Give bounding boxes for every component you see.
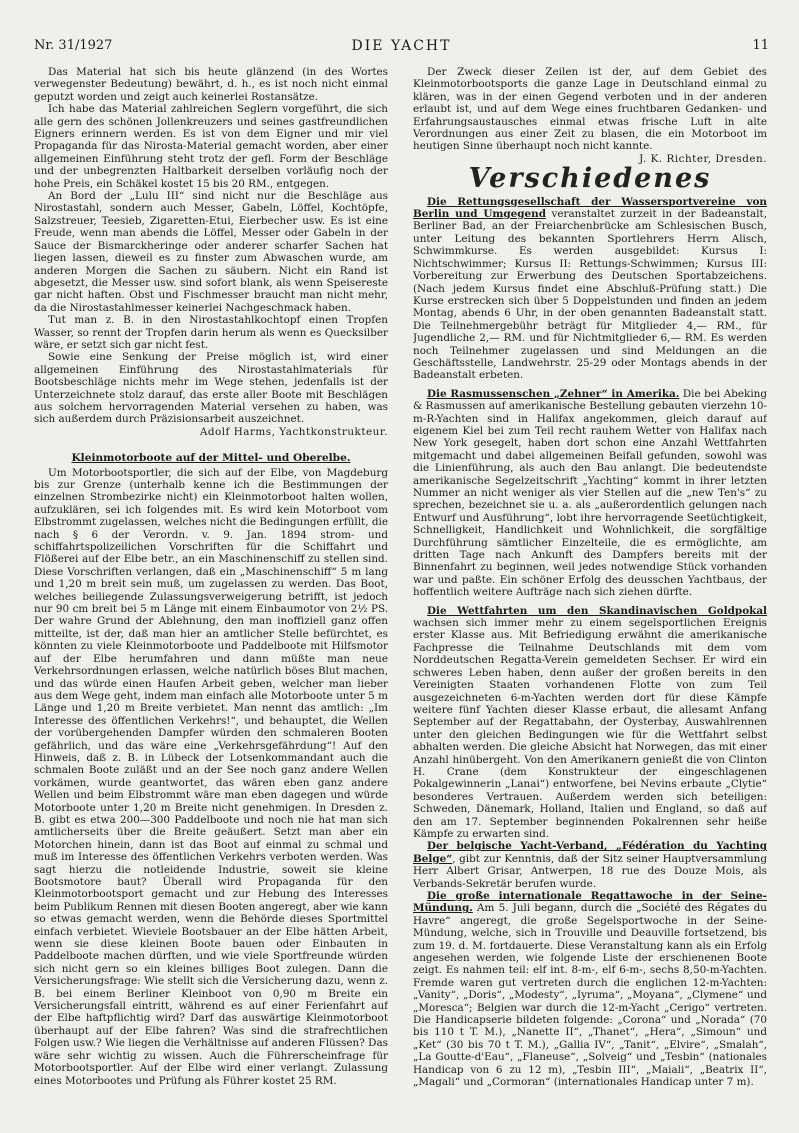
news-lead: Der belgische Yacht-Verband, „Fédération du Yachting Belge“ [413,840,767,865]
news-lead: Die Wettfahrten um den Skandinavischen Goldpokal [427,604,767,617]
news-lead: Die Rasmussenschen „Zehner“ in Amerika. [427,387,680,400]
left-column [34,66,388,1106]
news-item [413,890,767,1089]
page-header [34,36,769,56]
news-item [413,196,767,382]
paragraph: Ich habe das Material zahlreichen Seglern vorgeführt, die sich alle gern des schönen Jollenkreuzers und seines gastfreundlichen Eigners erinnern werden. Es ist von dem Eigner und mir viel Propaganda für das Nirosta-Material gemacht worden, aber einer allgemeinen Einführung steht trotz der gefl. Form der Beschläge und der unbegrenzten Haltbarkeit derselben vorläufig noch der hohe Preis, ein Schäkel kostet 15 bis 20 RM., entgegen. [34,103,388,190]
right-column [413,66,767,1106]
news-item [413,388,767,599]
issue-number: Nr. 31/1927 [34,38,113,53]
author-signature: Adolf Harms, Yachtkonstrukteur. [199,425,388,438]
paragraph: Der Zweck dieser Zeilen ist der, auf dem Gebiet des Kleinmotorbootsports die ganze Lage in Deutschland einmal zu klären, was in der einen Gegend verboten und in der anderen erlaubt ist, und auf dem Wege eines fruchtbaren Gedanken- und Erfahrungsaustausches einmal etwas frische Luft in alte Verordnungen aus einer Zeit zu blasen, die ein Motorboot im heutigen Sinne überhaupt noch nicht kannte. [413,66,767,153]
news-item [413,840,767,890]
news-body: veranstaltet zurzeit in der Badeanstalt, Berliner Bad, an der Freiarchenbrücke am Schlesischen Busch, unter Leitung des bekannten Sportlehrers Herrn Alisch, Schwimmkurse. Es werden ausgebildet: Kursus I: Nichtschwimmer; Kursus II: Rettungs-Schwimmen; Kursus III: Vorbereitung zur Erwerbung des Deutschen Sportabzeichens. (Nach jedem Kursus findet eine Abschluß-Prüfung statt.) Die Kurse erstrecken sich über 5 Doppelstunden und finden an jedem Montag, abends 6 Uhr, in der oben genannten Badeanstalt statt. Die Teilnehmergebühr beträgt für Mitglieder 4,— RM., für Jugendliche 2,— RM. und für Nichtmitglieder 6,— RM. Es werden noch Teilnehmer zugelassen und sind Meldungen an die Geschäftsstelle, Landwehrstr. 25-29 oder Montags abends in der Badeanstalt erbeten. [413,208,767,382]
paragraph: Das Material hat sich bis heute glänzend (in des Wortes verwegenster Bedeutung) bewährt, d. h., es ist noch nicht einmal geputzt worden und zeigt auch keinerlei Rostansätze. [34,66,388,103]
paragraph: An Bord der „Lulu III“ sind nicht nur die Beschläge aus Nirostastahl, sondern auch Messer, Gabeln, Löffel, Kochtöpfe, Salzstreuer, Teesieb, Zigaretten-Etui, Eierbecher usw. Es ist eine Freude, wenn man abends die Löffel, Messer oder Gabeln in der Sauce der Bismarckheringe oder anderer scharfer Sachen hat liegen lassen, dieweil es zu finster zum Abwaschen wurde, am anderen Morgen die Sachen zu säubern. Nicht ein Rand ist abgesetzt, die Messer usw. sind sofort blank, als wenn Speisereste gar nicht haften. Obst und Fischmesser braucht man nicht mehr, da die Nirostastahlmesser keinerlei Nachgeschmack haben. [34,190,388,314]
news-body: , gibt zur Kenntnis, daß der Sitz seiner Hauptversammlung Herr Albert Grisar, Antwerpen, 18 rue des Douze Mois, als Verbands-Sekretär berufen wurde. [413,852,767,890]
page-number: 11 [752,38,769,53]
news-body: wachsen sich immer mehr zu einem segelsportlichen Ereignis erster Klasse aus. Mit Befriedigung erwähnt die amerikanische Fachpresse die Teilnahme Deutschlands mit dem vom Norddeutschen Regatta-Verein gemeldeten Sechser. Er wird ein schweres Leben haben, denn außer der großen bereits in den Vereinigten Staaten vorhandenen Flotte von zum Teil ausgezeichneten 6-m-Yachten werden dort für diese Kämpfe weitere fünf Yachten dieser Klasse erbaut, die allesamt Anfang September auf der Regattabahn, der Oysterbay, Auswahlrennen unter den gleichen Bedingungen wie für die Wettfahrt selbst abhalten werden. Die gleiche Absicht hat Norwegen, das mit einer Anzahl hinübergeht. Von den Amerikanern genießt die von Clinton H. Crane (dem Konstrukteur der eingeschlagenen Pokalgewinnerin „Lanai“) entworfene, bei Nevins erbaute „Clytie“ besonderes Vertrauen. Außerdem werden sich beteiligen: Schweden, Dänemark, Holland, Italien und England, so daß auf den am 17. September beginnenden Pokalrennen sehr heiße Kämpfe zu erwarten sind. [413,617,767,840]
article-heading: Kleinmotorboote auf der Mittel- und Oberelbe. [71,452,351,465]
news-body: Am 5. Juli begann, durch die „Société des Régates du Havre“ angeregt, die große Segelsportwoche in der Seine-Mündung, welche, sich in Trouville und Deauville fortsetzend, bis zum 19. d. M. fortdauerte. Diese Veranstaltung kann als ein Erfolg angesehen werden, wie folgende Liste der erschienenen Boote zeigt. Es nahmen teil: elf int. 8-m-, elf 6-m-, sechs 8,50-m-Yachten. Fremde waren gut vertreten durch die englichen 12-m-Yachten: „Vanity“, „Doris“, „Modesty“, „Iyruma“, „Moyana“, „Clymene“ und „Moresca“; Belgien war durch die 12-m-Yacht „Cerigo“ vertreten. Die Handicapserie bildeten folgende: „Corona“ und „Norada“ (70 bis 110 t T. M.), „Nanette II“, „Thanet“, „Hera“, „Simoun“ und „Ket“ (30 bis 70 t T. M.), „Gallia IV“, „Tanit“, „Elvire“, „Smalah“, „La Goutte-d'Eau“, „Flaneuse“, „Solveig“ und „Tesbin“ (nationales Handicap von 6 zu 12 m), „Tesbin III“, „Maiali“, „Beatrix II“, „Magali“ und „Cormoran“ (internationales Handicap unter 7 m). [413,902,767,1089]
news-lead: Die große internationale Regattawoche in der Seine-Mündung. [413,890,767,915]
paragraph: Sowie eine Senkung der Preise möglich ist, wird einer allgemeinen Einführung des Nirostastahlmaterials für Bootsbeschläge nichts mehr im Wege stehen, jedenfalls ist der Unterzeichnete stolz darauf, das erste aller Boote mit Beschlägen aus solchem hervorragenden Material versehen zu haben, was sich außerdem durch Präzisionsarbeit auszeichnet. [34,351,388,426]
section-title: Verschiedenes [468,163,712,195]
paragraph: Um Motorbootsportler, die sich auf der Elbe, von Magdeburg bis zur Grenze (unterhalb kenne ich die Bestimmungen der einzelnen Strombezirke nicht) ein Kleinmotorboot halten wollen, aufzuklären, sei ich folgendes mit. Es wird kein Motorboot vom Elbstrommt zugelassen, welches nicht die Bedingungen erfüllt, die nach § 6 der Verordn. v. 9. Jan. 1894 strom- und schiffahrtspolizeilichen Vorschriften für die Schiffahrt und Flößerei auf der Elbe betr., an ein Maschinenschiff zu stellen sind. Diese Vorschriften verlangen, daß ein „Maschinenschiff“ 5 m lang und 1,20 m breit sein muß, um zugelassen zu werden. Das Boot, welches beiliegende Zulassungsverweigerung betrifft, ist jedoch nur 90 cm breit bei 5 m Länge mit einem Einbaumotor von 2½ PS. Der wahre Grund der Ablehnung, den man inoffiziell ganz offen mitteilte, ist der, daß man hier an amtlicher Stelle befürchtet, es könnten zu viele Kleinmotorboote und Paddelboote mit Hilfsmotor auf der Elbe herumfahren und dann müßte man neue Verkehrsordnungen erlassen, welche natürlich böses Blut machen, und das würde einen Haufen Arbeit geben, welcher man lieber aus dem Wege geht, indem man einfach alle Motorboote unter 5 m Länge und 1,20 m Breite verbietet. Man nennt das amtlich: „Im Interesse des öffentlichen Verkehrs!“, und behauptet, die Wellen der vorübergehenden Dampfer würden den schmaleren Booten gefährlich, und das wäre eine „Verkehrsgefährdung“! Auf den Hinweis, daß z. B. in Lübeck der Lotsenkommandant auch die schmalen Boote zuläßt und an der See noch ganz andere Wellen vorkämen, wurde geantwortet, das wären eben ganz andere Wellen und beim Elbstrommt wäre man eben dagegen und würde Motorboote unter 1,20 m Breite nicht genehmigen. In Dresden z. B. gibt es etwa 200—300 Paddelboote und noch nie hat man sich amtlicherseits über die Breite geäußert. Setzt man aber ein Motorchen hinein, dann ist das Boot auf einmal zu schmal und muß im Interesse des öffentlichen Verkehrs verboten werden. Was sagt hierzu die notleidende Industrie, soweit sie kleine Bootsmotore baut? Überall wird Propaganda für den Kleinmotorbootsport gemacht und zur Hebung des Interesses beim Publikum Rennen mit diesen Booten angeregt, aber wie kann so etwas gemacht werden, wenn die Behörde dieses Sportmittel einfach verbietet. Wieviele Bootsbauer an der Elbe hätten Arbeit, wenn sie diese kleinen Boote bauen oder Einbauten in Paddelboote machen dürften, und wie viele Sportfreunde würden sich nicht gern so ein kleines billiges Boot zulegen. Dann die Versicherungsfrage: Wie stellt sich die Versicherung dazu, wenn z. B. bei einem Berliner Kleinboot von 0,90 m Breite ein Versicherungsfall eintritt, während es auf einer Ferienfahrt auf der Elbe haftpflichtig wird? Darf das auswärtige Kleinmotorboot überhaupt auf der Elbe fahren? Was sind die strafrechtlichen Folgen usw.? Wie liegen die Verhältnisse auf anderen Flüssen? Das wäre sehr wichtig zu wissen. Auch die Führerscheinfrage für Motorbootsportler. Auf der Elbe wird einer verlangt. Zulassung eines Motorbootes und Prüfung als Führer kostet 25 RM. [34,466,388,1087]
author-signature: J. K. Richter, Dresden. [639,152,767,165]
paragraph: Tut man z. B. in den Nirostastahlkochtopf einen Tropfen Wasser, so rennt der Tropfen darin herum als wenn es Quecksilber wäre, er setzt sich gar nicht fest. [34,314,388,351]
news-body: Die bei Abeking & Rasmussen auf amerikanische Bestellung gebauten vierzehn 10-m-R-Yachten sind in Halifax angekommen, gleich darauf auf eigenem Kiel bei zum Teil recht rauhem Wetter von Halifax nach New York gesegelt, haben dort schon eine Anzahl Wettfahrten mitgemacht und dabei allgemeinen Beifall gefunden, sowohl was die Linienführung, als auch den Bau anlangt. Die bedeutendste amerikanische Segelzeitschrift „Yachting“ kommt in ihrer letzten Nummer an nicht weniger als vier Stellen auf die „new Ten's“ zu sprechen, bezeichnet sie u. a. als „außerordentlich gelungen nach Entwurf und Ausführung“, lobt ihre hervorragende Seetüchtigkeit, Schnelligkeit, Handlichkeit und Wohnlichkeit, die sorgfältige Durchführung sämtlicher Einzelteile, die es ermöglichte, am dritten Tage nach Ankunft des Dampfers bereits mit der Binnenfahrt zu beginnen, weil jedes notwendige Stück vorhanden war und paßte. Ein schöner Erfolg des deusschen Yachtbaus, der hoffentlich weitere Aufträge nach sich ziehen dürfte. [413,387,767,599]
news-item [413,605,767,841]
magazine-title: DIE YACHT [351,38,452,54]
news-lead: Die Rettungsgesellschaft der Wassersportvereine von Berlin und Umgegend [413,195,767,221]
